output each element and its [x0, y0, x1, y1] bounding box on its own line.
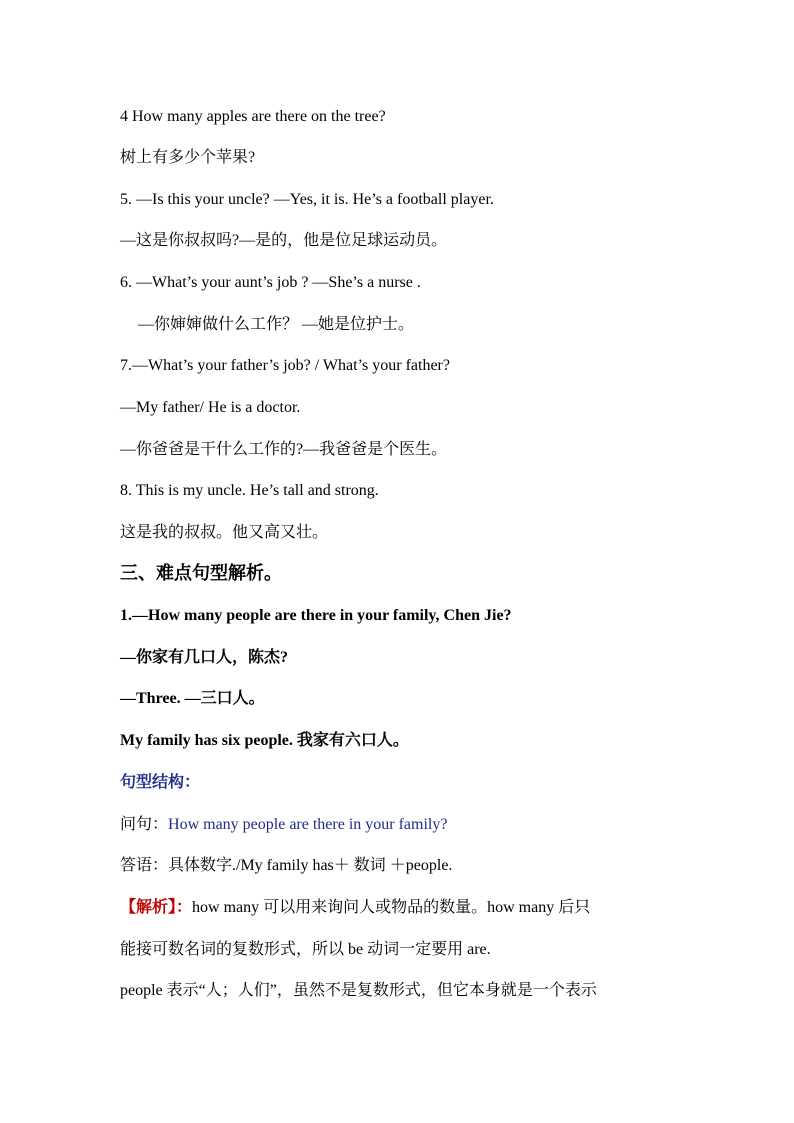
- question-6-chinese: —你婶婶做什么工作？ —她是位护士。: [138, 316, 415, 333]
- sentence-1-chinese: —你家有几口人，陈杰?: [120, 649, 289, 666]
- question-7-english: 7.—What’s your father’s job? / What’s your father?: [120, 357, 450, 374]
- question-7-answer: —My father/ He is a doctor.: [120, 399, 301, 416]
- analysis-text: how many 可以用来询问人或物品的数量。how many 后只: [192, 899, 591, 916]
- question-7-chinese: —你爸爸是干什么工作的?—我爸爸是个医生。: [120, 441, 448, 458]
- question-5-english: 5. —Is this your uncle? —Yes, it is. He’s a football player.: [120, 191, 494, 208]
- question-4-chinese: 树上有多少个苹果?: [120, 149, 256, 166]
- section-heading: 三、难点句型解析。: [120, 563, 282, 583]
- question-4-english: 4 How many apples are there on the tree?: [120, 108, 386, 125]
- structure-question-label: 问句：: [120, 816, 169, 833]
- structure-question: [120, 815, 447, 835]
- question-8-chinese: 这是我的叔叔。他又高又壮。: [120, 524, 329, 541]
- analysis-label: 【解析】：: [120, 899, 193, 916]
- question-6-english: 6. —What’s your aunt’s job ? —She’s a nurse .: [120, 274, 421, 291]
- question-5-chinese: —这是你叔叔吗?—是的，他是位足球运动员。: [120, 232, 448, 249]
- structure-heading: 句型结构：: [120, 774, 201, 791]
- question-8-english: 8. This is my uncle. He’s tall and strong.: [120, 482, 379, 499]
- sentence-1-english: 1.—How many people are there in your family, Chen Jie?: [120, 607, 512, 624]
- analysis-line-2: 能接可数名词的复数形式，所以 be 动词一定要用 are.: [120, 941, 491, 958]
- analysis-line-1: [120, 898, 590, 918]
- structure-answer: 答语：具体数字./My family has＋ 数词 ＋people.: [120, 857, 453, 874]
- sentence-1-answer: —Three. —三口人。: [120, 690, 265, 707]
- analysis-line-3: people 表示“人；人们”，虽然不是复数形式，但它本身就是一个表示: [120, 982, 597, 999]
- sentence-1-example: My family has six people. 我家有六口人。: [120, 732, 409, 749]
- structure-question-text: How many people are there in your family?: [168, 816, 448, 833]
